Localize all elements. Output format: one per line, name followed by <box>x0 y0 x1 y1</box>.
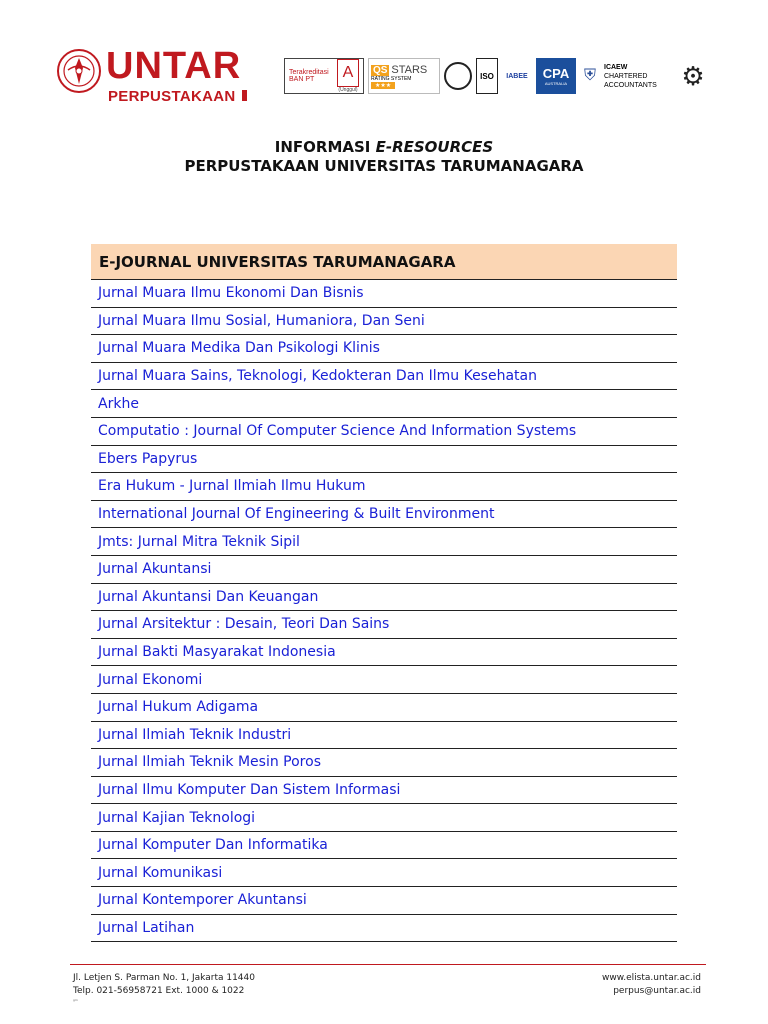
journal-link[interactable]: Jurnal Akuntansi <box>91 556 677 584</box>
journal-link[interactable]: Ebers Papyrus <box>91 446 677 474</box>
iabee-badge: IABEE <box>506 72 528 80</box>
page-header <box>52 40 722 120</box>
journal-link[interactable]: Jurnal Kontemporer Akuntansi <box>91 887 677 915</box>
journal-link[interactable]: Jurnal Arsitektur : Desain, Teori Dan Sains <box>91 611 677 639</box>
journal-link[interactable]: Jurnal Hukum Adigama <box>91 694 677 722</box>
brand-name: UNTAR <box>106 45 242 87</box>
journal-link[interactable]: Jurnal Bakti Masyarakat Indonesia <box>91 639 677 667</box>
journal-link[interactable]: Era Hukum - Jurnal Ilmiah Ilmu Hukum <box>91 473 677 501</box>
footer-email-link[interactable]: perpus@untar.ac.id <box>613 986 701 996</box>
iso-badge: ISO <box>476 58 498 94</box>
title-line-2: PERPUSTAKAAN UNIVERSITAS TARUMANAGARA <box>184 157 584 175</box>
qs-stars-badge <box>368 58 440 94</box>
ejournal-table <box>91 244 677 942</box>
footer-phone: Telp. 021-56958721 Ext. 1000 & 1022 <box>73 986 245 996</box>
qs-label: QS <box>373 64 388 76</box>
qs-stars-label: STARS <box>391 63 428 76</box>
cpa-sub-label: AUSTRALIA <box>544 81 568 86</box>
table-rows <box>91 280 677 942</box>
journal-link[interactable]: Jurnal Ilmiah Teknik Mesin Poros <box>91 749 677 777</box>
brand-subtitle <box>108 88 247 105</box>
footer-tiny-mark: gm <box>73 998 78 1002</box>
journal-link[interactable]: Jurnal Komunikasi <box>91 859 677 887</box>
icaew-line3: ACCOUNTANTS <box>604 81 657 89</box>
journal-link[interactable]: Arkhe <box>91 390 677 418</box>
journal-link[interactable]: International Journal Of Engineering & Built Environment <box>91 501 677 529</box>
journal-link[interactable]: Jurnal Komputer Dan Informatika <box>91 832 677 860</box>
page-title <box>0 138 768 176</box>
journal-link[interactable]: Jmts: Jurnal Mitra Teknik Sipil <box>91 528 677 556</box>
ban-pt-note: (Unggul) <box>338 87 358 93</box>
qs-sub-label: RATING SYSTEM <box>371 75 412 82</box>
journal-link[interactable]: Jurnal Muara Ilmu Sosial, Humaniora, Dan Seni <box>91 308 677 336</box>
footer-contact <box>73 972 255 998</box>
footer-website-link[interactable]: www.elista.untar.ac.id <box>602 973 701 983</box>
ban-pt-badge <box>284 58 364 94</box>
journal-link[interactable]: Jurnal Akuntansi Dan Keuangan <box>91 584 677 612</box>
brand-bar <box>242 90 247 101</box>
journal-link[interactable]: Jurnal Ekonomi <box>91 666 677 694</box>
table-heading: E-JOURNAL UNIVERSITAS TARUMANAGARA <box>91 244 677 280</box>
cpa-australia-badge <box>536 58 576 94</box>
cpa-label: CPA <box>542 66 570 81</box>
icaew-line1: ICAEW <box>604 63 628 71</box>
ban-pt-label: Terakreditasi BAN PT <box>289 69 329 83</box>
footer-address: Jl. Letjen S. Parman No. 1, Jakarta 11440 <box>73 973 255 983</box>
accreditation-badges <box>284 57 708 95</box>
crest-icon: ⛨ <box>583 67 596 84</box>
journal-link[interactable]: Jurnal Ilmiah Teknik Industri <box>91 722 677 750</box>
qs-rating: ★★★ <box>371 82 395 89</box>
journal-link[interactable]: Jurnal Kajian Teknologi <box>91 804 677 832</box>
university-seal-icon <box>56 48 102 94</box>
title-prefix: INFORMASI <box>274 138 376 156</box>
untar-logo[interactable] <box>52 40 252 115</box>
journal-link[interactable]: Jurnal Latihan <box>91 915 677 943</box>
journal-link[interactable]: Jurnal Muara Ilmu Ekonomi Dan Bisnis <box>91 280 677 308</box>
title-line-1 <box>0 138 768 157</box>
footer-divider <box>70 964 706 965</box>
journal-link[interactable]: Computatio : Journal Of Computer Science And Information Systems <box>91 418 677 446</box>
journal-link[interactable]: Jurnal Ilmu Komputer Dan Sistem Informasi <box>91 777 677 805</box>
footer-links <box>602 972 701 998</box>
ban-pt-grade: A <box>337 59 359 87</box>
title-emphasis: E-RESOURCES <box>375 138 494 156</box>
brand-subtitle-text: PERPUSTAKAAN <box>108 88 236 105</box>
gear-emblem-icon: ⚙ <box>681 60 705 91</box>
journal-link[interactable]: Jurnal Muara Medika Dan Psikologi Klinis <box>91 335 677 363</box>
icaew-line2: CHARTERED <box>604 72 648 80</box>
journal-link[interactable]: Jurnal Muara Sains, Teknologi, Kedokteran Dan Ilmu Kesehatan <box>91 363 677 391</box>
icaew-badge <box>604 58 674 94</box>
certification-seal-icon <box>444 62 472 90</box>
